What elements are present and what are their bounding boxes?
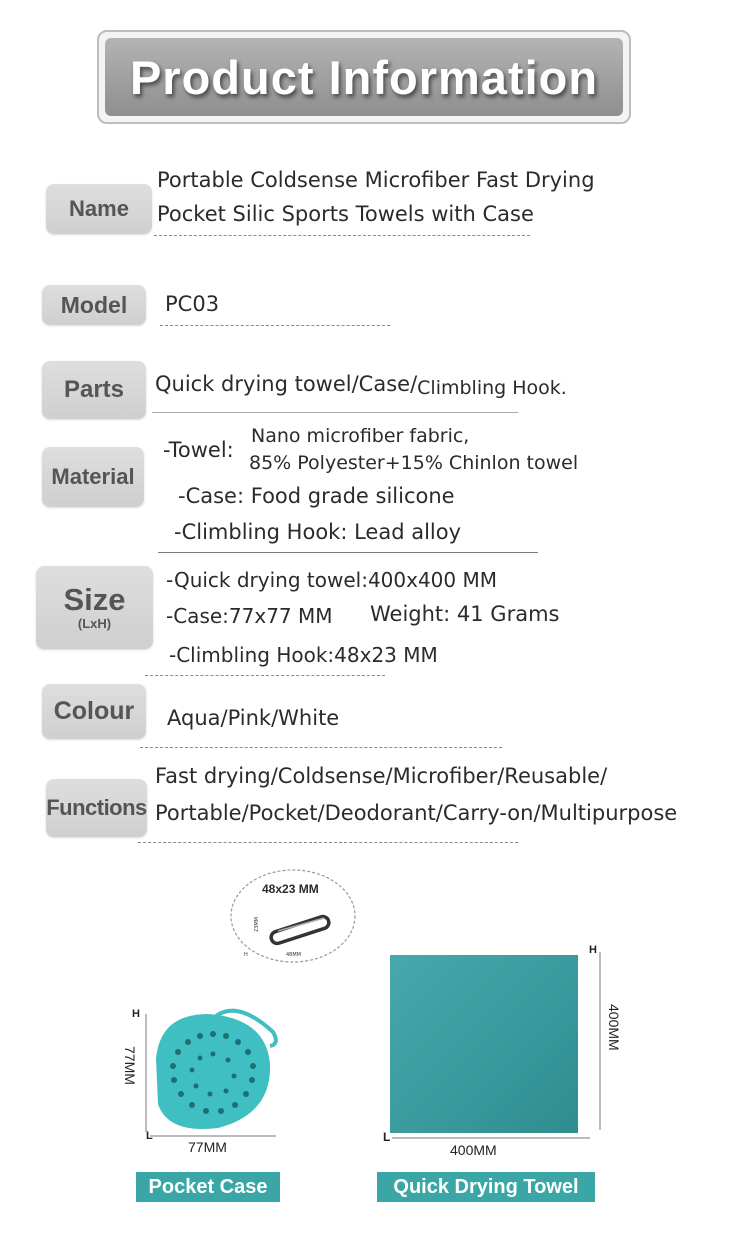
parts-value-a: Quick drying towel/Case/	[155, 372, 418, 396]
parts-value	[155, 372, 567, 399]
title-banner	[97, 30, 631, 124]
size-case	[166, 604, 333, 628]
material-label: Material	[42, 447, 144, 507]
parts-label: Parts	[42, 361, 146, 419]
model-divider	[160, 325, 390, 326]
towel-dim-lines	[380, 944, 610, 1144]
case-l-letter: L	[146, 1130, 153, 1142]
size-divider	[145, 675, 385, 676]
material-divider	[158, 552, 538, 553]
material-case-value: Food grade silicone	[250, 484, 455, 508]
functions-divider	[138, 842, 518, 843]
hook-corner-letter: H	[244, 952, 248, 958]
case-diagram	[138, 1004, 288, 1144]
hook-width-dim: 48MM	[286, 952, 301, 958]
page-title: Product Information	[129, 50, 599, 104]
functions-line-2: Portable/Pocket/Deodorant/Carry-on/Multipurpose	[155, 801, 678, 825]
size-case-value: 77x77 MM	[228, 604, 333, 628]
functions-line-1: Fast drying/Coldsense/Microfiber/Reusable/	[155, 764, 608, 788]
size-hook	[169, 643, 438, 667]
hook-height-dim: 23MM	[254, 917, 260, 932]
case-height-label: 77MM	[122, 1046, 138, 1085]
material-case-key: -Case:	[178, 484, 245, 508]
material-towel-line-1: Nano microfiber fabric,	[251, 425, 470, 447]
parts-value-b: Climbling Hook.	[417, 377, 567, 399]
parts-divider	[152, 412, 518, 413]
size-towel-value: 400x400 MM	[367, 568, 497, 592]
model-value: PC03	[165, 292, 220, 316]
case-width-label: 77MM	[188, 1139, 227, 1155]
quick-drying-towel-caption: Quick Drying Towel	[377, 1172, 595, 1202]
size-label: Size	[63, 582, 126, 617]
case-h-letter: H	[132, 1008, 140, 1020]
towel-h-letter: H	[589, 944, 597, 956]
name-label: Name	[46, 184, 152, 234]
colour-label: Colour	[42, 684, 146, 739]
size-hook-key: -Climbling Hook:	[169, 643, 335, 667]
material-towel-line-2: 85% Polyester+15% Chinlon towel	[249, 452, 579, 474]
size-towel	[166, 568, 497, 592]
pocket-case-caption: Pocket Case	[136, 1172, 280, 1202]
title-banner-inner	[105, 38, 623, 116]
model-label: Model	[42, 285, 146, 325]
colour-value: Aqua/Pink/White	[167, 706, 340, 730]
functions-label: Functions	[46, 779, 147, 837]
name-line-2: Pocket Silic Sports Towels with Case	[157, 202, 534, 226]
towel-width-label: 400MM	[450, 1142, 497, 1158]
name-divider	[154, 235, 530, 236]
towel-l-letter: L	[383, 1130, 391, 1144]
size-case-key: -Case:	[166, 604, 229, 628]
material-hook	[174, 520, 461, 544]
size-label-box	[36, 566, 153, 649]
material-hook-key: -Climbling Hook:	[174, 520, 348, 544]
towel-height-label: 400MM	[606, 1004, 622, 1051]
size-towel-key: -Quick drying towel:	[166, 568, 368, 592]
size-hook-value: 48x23 MM	[334, 643, 438, 667]
material-case	[178, 484, 455, 508]
name-line-1: Portable Coldsense Microfiber Fast Drying	[157, 168, 595, 192]
material-hook-value: Lead alloy	[354, 520, 462, 544]
size-weight: Weight: 41 Grams	[370, 602, 560, 626]
hook-title: 48x23 MM	[262, 882, 319, 896]
colour-divider	[140, 747, 502, 748]
material-towel-key: -Towel:	[163, 438, 234, 462]
size-sub-label: (LxH)	[77, 616, 112, 631]
